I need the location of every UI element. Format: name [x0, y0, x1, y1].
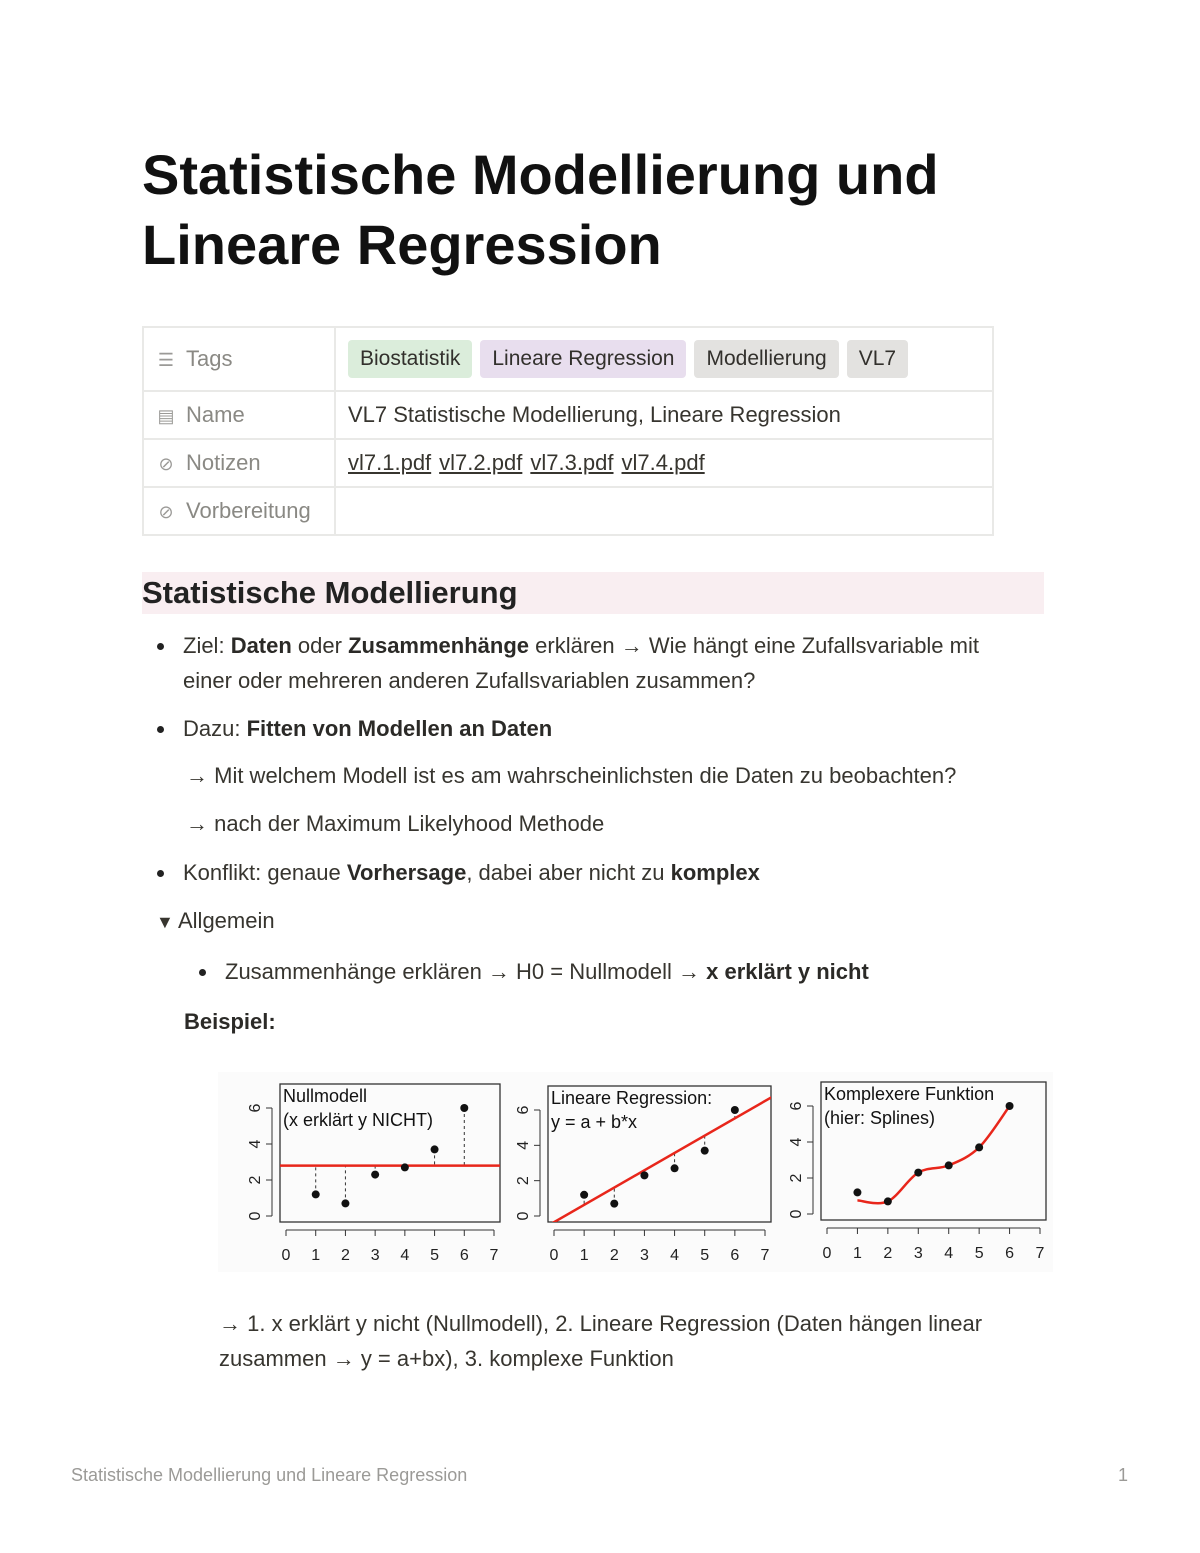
name-value[interactable]: VL7 Statistische Modellierung, Lineare Regression: [335, 391, 993, 439]
x-tick-label: 6: [459, 1247, 469, 1264]
data-point: [1006, 1102, 1014, 1110]
text: oder: [291, 633, 349, 658]
name-label: Name: [186, 402, 245, 427]
text: einer oder mehreren anderen Zufallsvariablen zusammen?: [183, 668, 756, 693]
bold-text: Beispiel:: [184, 1009, 276, 1034]
data-point: [401, 1163, 409, 1171]
data-point: [610, 1200, 618, 1208]
prep-label: Vorbereitung: [186, 498, 311, 523]
regression-figure: [218, 1072, 1053, 1272]
list-item: [183, 628, 1053, 698]
data-point: [671, 1164, 679, 1172]
paperclip-icon: ⊘: [158, 454, 174, 474]
tag-lineare-regression[interactable]: Lineare Regression: [480, 340, 686, 378]
x-tick-label: 5: [430, 1247, 440, 1264]
text: Ziel:: [183, 633, 231, 658]
y-tick-label: 2: [247, 1175, 265, 1185]
data-point: [580, 1191, 588, 1199]
y-tick-label: 4: [788, 1137, 806, 1147]
example-label: [184, 1004, 276, 1039]
tag-vl7[interactable]: VL7: [847, 340, 908, 378]
list-item: [183, 855, 1053, 890]
y-tick-label: 2: [788, 1173, 806, 1183]
file-link[interactable]: vl7.2.pdf: [439, 450, 523, 475]
x-tick-label: 4: [670, 1247, 680, 1264]
data-point: [460, 1104, 468, 1112]
page-title: Statistische Modellierung und Lineare Regression: [142, 143, 939, 276]
y-tick-label: 0: [788, 1209, 806, 1219]
data-point: [853, 1188, 861, 1196]
toggle-block[interactable]: [156, 903, 275, 940]
section-heading: [142, 572, 1044, 614]
property-row-prep: [143, 487, 993, 535]
y-tick-label: 4: [247, 1139, 265, 1149]
toggle-label: Allgemein: [178, 908, 275, 933]
notes-files-cell: [335, 439, 993, 487]
data-point: [975, 1143, 983, 1151]
list-item: [183, 711, 1053, 746]
y-tick-label: 4: [515, 1140, 533, 1150]
x-tick-label: 2: [883, 1245, 893, 1262]
x-tick-label: 4: [944, 1245, 954, 1262]
footer-title: Statistische Modellierung und Lineare Regression: [71, 1465, 468, 1485]
bold-text: Daten: [230, 633, 292, 658]
tag-biostatistik[interactable]: Biostatistik: [348, 340, 472, 378]
tags-cell[interactable]: [335, 327, 993, 391]
text: erklären → Wie hängt eine Zufallsvariable mit: [529, 633, 979, 658]
property-row-tags: [143, 327, 993, 391]
text: Zusammenhänge erklären → H0 = Nullmodell →: [225, 959, 707, 984]
bold-text: Fitten von Modellen an Daten: [246, 716, 553, 741]
y-tick-label: 0: [515, 1211, 533, 1221]
x-tick-label: 6: [1005, 1245, 1015, 1262]
list-item: [225, 954, 1045, 989]
text: Dazu:: [183, 716, 247, 741]
y-tick-label: 2: [515, 1176, 533, 1186]
title-icon: ▤: [157, 406, 175, 426]
x-tick-label: 5: [700, 1247, 710, 1264]
page-number: 1: [1117, 1465, 1128, 1485]
list-icon: ☰: [157, 350, 175, 370]
plot-subtitle: (x erklärt y NICHT): [283, 1110, 433, 1130]
data-point: [701, 1147, 709, 1155]
property-row-name: [143, 391, 993, 439]
plot-title: Nullmodell: [283, 1086, 368, 1106]
property-key-name: [143, 391, 335, 439]
file-link[interactable]: vl7.3.pdf: [530, 450, 614, 475]
x-tick-label: 1: [311, 1247, 321, 1264]
x-tick-label: 1: [579, 1247, 589, 1264]
bold-text: x erklärt y nicht: [706, 959, 869, 984]
tag-modellierung[interactable]: Modellierung: [694, 340, 838, 378]
x-tick-label: 7: [760, 1247, 770, 1264]
section-heading-text: Statistische Modellierung: [142, 575, 518, 610]
plot-title: Lineare Regression:: [551, 1088, 713, 1108]
paperclip-icon: ⊘: [158, 502, 174, 522]
file-link[interactable]: vl7.4.pdf: [621, 450, 705, 475]
property-key-prep: [143, 487, 335, 535]
data-point: [731, 1106, 739, 1114]
data-point: [640, 1171, 648, 1179]
indented-line: → Mit welchem Modell ist es am wahrscheinlichsten die Daten zu beobachten?: [186, 763, 957, 788]
bold-text: Vorhersage: [346, 860, 467, 885]
toggle-triangle-icon[interactable]: ▼: [156, 912, 174, 932]
bold-text: Zusammenhänge: [348, 633, 530, 658]
x-tick-label: 3: [370, 1247, 380, 1264]
plot-subtitle: y = a + b*x: [551, 1112, 638, 1132]
notes-label: Notizen: [186, 450, 261, 475]
x-tick-label: 0: [549, 1247, 559, 1264]
y-tick-label: 6: [247, 1103, 265, 1113]
x-tick-label: 6: [730, 1247, 740, 1264]
plot-title: Komplexere Funktion: [824, 1084, 995, 1104]
y-tick-label: 0: [247, 1211, 265, 1221]
y-tick-label: 6: [788, 1101, 806, 1111]
text: → 1. x erklärt y nicht (Nullmodell), 2. Lineare Regression (Daten hängen linear: [219, 1311, 983, 1336]
x-tick-label: 3: [913, 1245, 923, 1262]
tags-label: Tags: [186, 346, 233, 371]
x-tick-label: 1: [852, 1245, 862, 1262]
x-tick-label: 7: [1035, 1245, 1045, 1262]
text: zusammen → y = a+bx), 3. komplexe Funktion: [219, 1346, 674, 1371]
data-point: [341, 1199, 349, 1207]
prep-value[interactable]: [335, 487, 993, 535]
text: , dabei aber nicht zu: [466, 860, 671, 885]
x-tick-label: 0: [281, 1247, 291, 1264]
data-point: [914, 1169, 922, 1177]
x-tick-label: 5: [974, 1245, 984, 1262]
conclusion-text: [219, 1306, 1059, 1376]
data-point: [371, 1171, 379, 1179]
x-tick-label: 2: [340, 1247, 350, 1264]
file-link[interactable]: vl7.1.pdf: [348, 450, 432, 475]
x-tick-label: 7: [489, 1247, 499, 1264]
x-tick-label: 4: [400, 1247, 410, 1264]
x-tick-label: 2: [609, 1247, 619, 1264]
text: Konflikt: genaue: [183, 860, 347, 885]
property-key-notes: [143, 439, 335, 487]
data-point: [431, 1145, 439, 1153]
y-tick-label: 6: [515, 1105, 533, 1115]
bold-text: komplex: [670, 860, 760, 885]
data-point: [884, 1197, 892, 1205]
x-tick-label: 0: [822, 1245, 832, 1262]
indented-line: → nach der Maximum Likelyhood Methode: [186, 811, 605, 836]
property-key-tags: [143, 327, 335, 391]
data-point: [945, 1161, 953, 1169]
data-point: [312, 1190, 320, 1198]
plot-subtitle: (hier: Splines): [824, 1108, 936, 1128]
properties-table: [142, 326, 994, 536]
property-row-notes: [143, 439, 993, 487]
x-tick-label: 3: [639, 1247, 649, 1264]
